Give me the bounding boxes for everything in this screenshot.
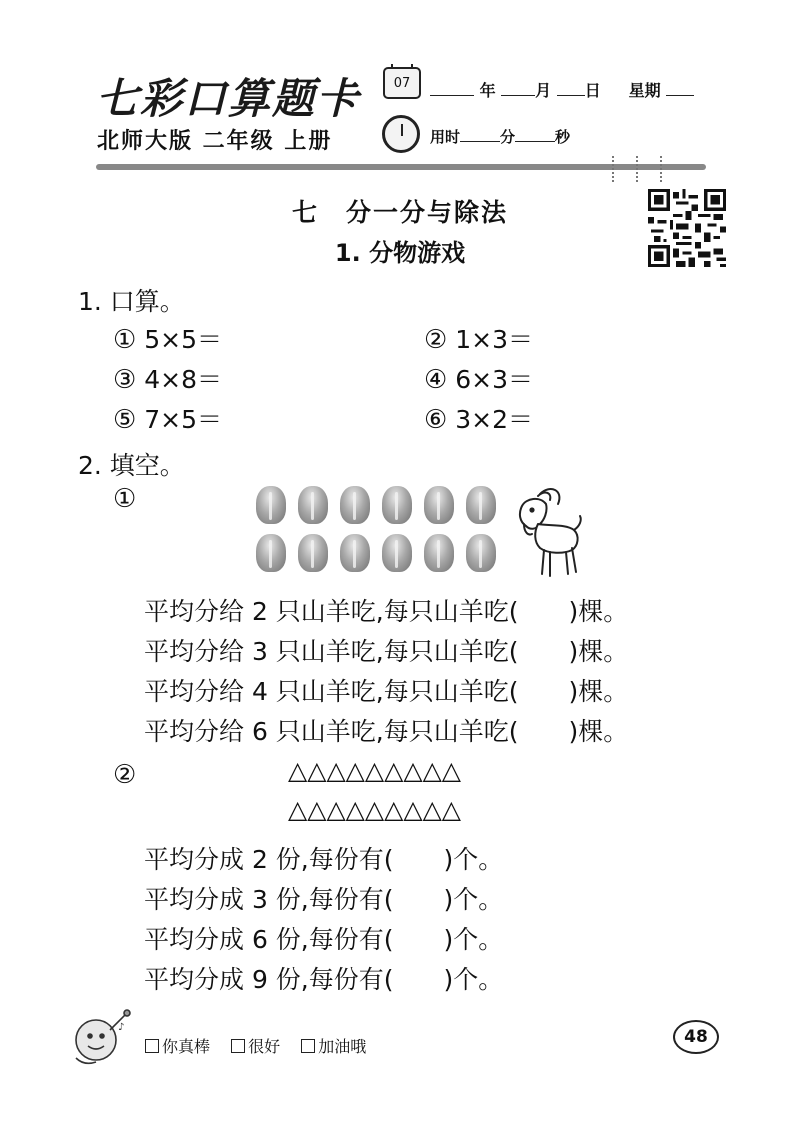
calc-item (424, 360, 533, 396)
item-number: ④ (424, 365, 448, 395)
day-blank[interactable] (557, 81, 585, 96)
item-number: ⑥ (424, 405, 448, 435)
divider-knob (636, 156, 641, 182)
weekday-blank[interactable] (666, 81, 694, 96)
rating-option-good[interactable] (231, 1037, 280, 1056)
cabbage-icon (298, 534, 328, 572)
item-expression: 4×8＝ (144, 365, 223, 394)
cabbage-icon (466, 534, 496, 572)
year-blank[interactable] (430, 81, 474, 96)
fill-sentence[interactable]: 平均分成 3 份,每份有( )个。 (144, 885, 504, 914)
calc-item (113, 400, 222, 436)
clock-icon (382, 115, 420, 153)
item-number: ① (113, 325, 137, 355)
cabbage-icon (424, 486, 454, 524)
item-number: ③ (113, 365, 137, 395)
second-blank[interactable] (515, 127, 555, 142)
brand-title: 七彩口算题卡 (96, 74, 361, 123)
cabbage-icon (340, 534, 370, 572)
second-label: 秒 (555, 128, 571, 146)
minute-blank[interactable] (460, 127, 500, 142)
fill-sentence[interactable]: 平均分给 2 只山羊吃,每只山羊吃( )棵。 (144, 597, 629, 626)
calc-item (424, 400, 533, 436)
divider-knob (660, 156, 665, 182)
svg-text:♪: ♪ (118, 1022, 125, 1033)
fill-sentence[interactable]: 平均分给 3 只山羊吃,每只山羊吃( )棵。 (144, 637, 629, 666)
page-number: 48 (673, 1020, 719, 1054)
question-2-heading: 2. 填空。 (78, 451, 185, 480)
checkbox[interactable] (301, 1039, 315, 1053)
checkbox[interactable] (231, 1039, 245, 1053)
triangle-row: △△△△△△△△△ (288, 795, 462, 824)
fill-sentence[interactable]: 平均分给 4 只山羊吃,每只山羊吃( )棵。 (144, 677, 629, 706)
rating-label: 你真棒 (162, 1037, 211, 1056)
item-expression: 3×2＝ (455, 405, 534, 434)
cabbage-icon (382, 486, 412, 524)
calc-item (424, 320, 533, 356)
triangle-row: △△△△△△△△△ (288, 756, 462, 785)
item-expression: 7×5＝ (144, 405, 223, 434)
month-label: 月 (535, 81, 552, 100)
fill-sentence[interactable]: 平均分给 6 只山羊吃,每只山羊吃( )棵。 (144, 717, 629, 746)
month-blank[interactable] (501, 81, 535, 96)
edition-subtitle: 北师大版 二年级 上册 (97, 129, 333, 154)
self-rating (145, 1034, 382, 1057)
rating-option-great[interactable] (145, 1037, 210, 1056)
lesson-title: 1. 分物游戏 (334, 239, 466, 267)
day-label: 日 (584, 81, 601, 100)
calendar-icon (383, 67, 421, 99)
item-expression: 5×5＝ (144, 325, 223, 354)
time-prefix: 用时 (430, 128, 461, 146)
item-number: ② (424, 325, 448, 355)
part-2-number: ② (113, 760, 137, 790)
cabbage-group (252, 484, 502, 580)
weekday-label: 星期 (628, 81, 661, 100)
rating-label: 加油哦 (318, 1037, 367, 1056)
rating-option-keep-going[interactable] (301, 1037, 366, 1056)
calc-item (113, 320, 222, 356)
part-1-number: ① (113, 484, 137, 514)
calc-item (113, 360, 222, 396)
year-label: 年 (479, 81, 496, 100)
fill-sentence[interactable]: 平均分成 9 份,每份有( )个。 (144, 965, 504, 994)
item-expression: 6×3＝ (455, 365, 534, 394)
cabbage-icon (256, 486, 286, 524)
cabbage-icon (340, 486, 370, 524)
goat-icon (510, 486, 584, 580)
cabbage-icon (256, 534, 286, 572)
cabbage-icon (466, 486, 496, 524)
time-fill-line (430, 126, 570, 147)
question-1-heading: 1. 口算。 (78, 287, 185, 316)
checkbox[interactable] (145, 1039, 159, 1053)
cabbage-icon (298, 486, 328, 524)
fill-sentence[interactable]: 平均分成 6 份,每份有( )个。 (144, 925, 504, 954)
minute-label: 分 (500, 128, 516, 146)
rating-label: 很好 (248, 1037, 281, 1056)
item-expression: 1×3＝ (455, 325, 534, 354)
date-fill-line (430, 78, 694, 101)
fill-sentence[interactable]: 平均分成 2 份,每份有( )个。 (144, 845, 504, 874)
item-number: ⑤ (113, 405, 137, 435)
divider-knob (612, 156, 617, 182)
cabbage-icon (424, 534, 454, 572)
unit-title: 七 分一分与除法 (291, 198, 508, 227)
mascot-icon (70, 1006, 138, 1068)
cabbage-icon (382, 534, 412, 572)
calendar-date: 07 (393, 76, 411, 91)
